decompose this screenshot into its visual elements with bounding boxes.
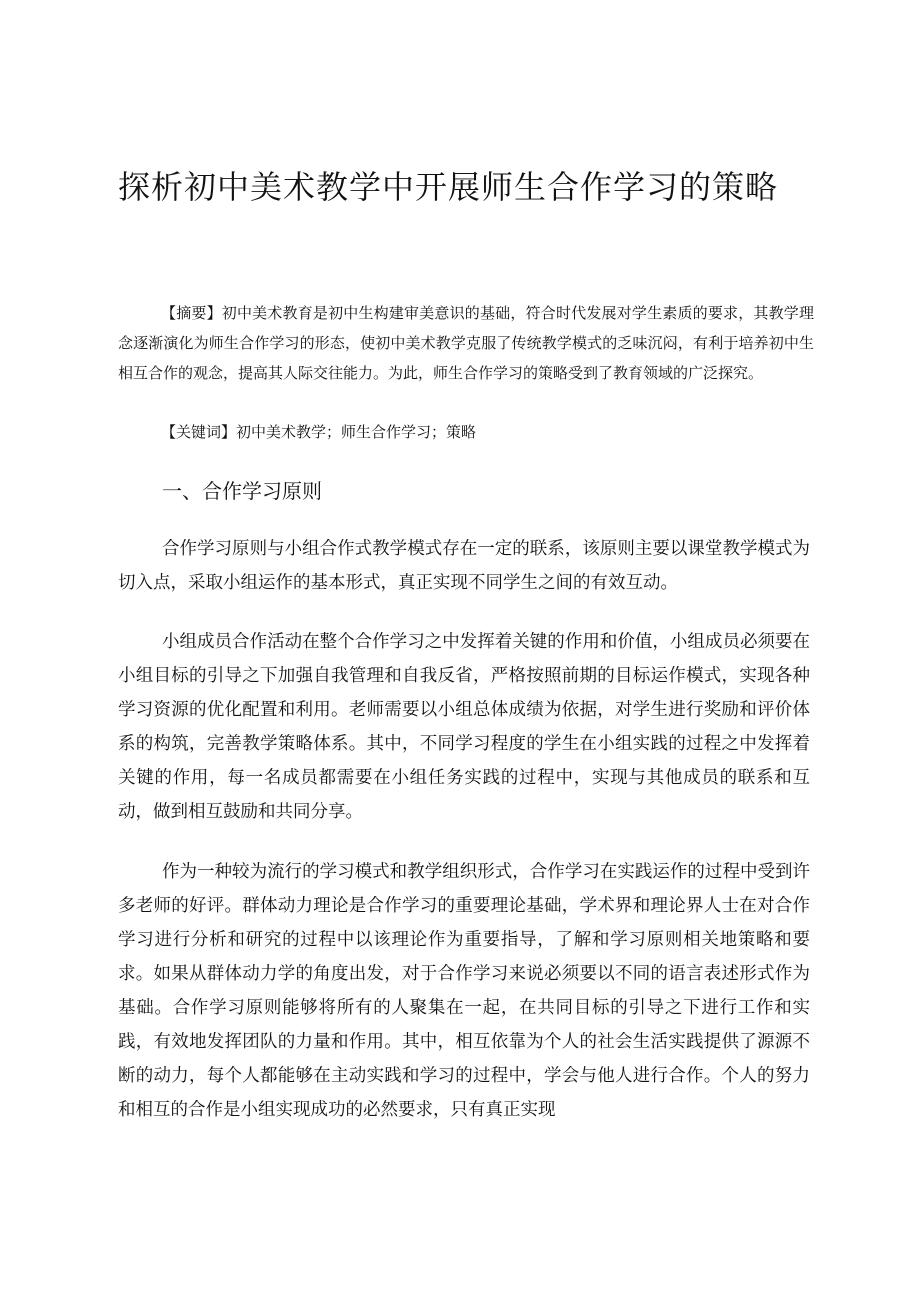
document-title: 探析初中美术教学中开展师生合作学习的策略	[118, 168, 779, 206]
body-paragraph: 作为一种较为流行的学习模式和教学组织形式，合作学习在实践运作的过程中受到许多老师的好评。群体动力理论是合作学习的重要理论基础，学术界和理论界人士在对合作学习进行分析和研究的过程中以该理论作为重要指导，了解和学习原则相关地策略和要求。如果从群体动力学的角度出发，对于合作学习来说必须要以不同的语言表述形式作为基础。合作学习原则能够将所有的人聚集在一起，在共同目标的引导之下进行工作和实践，有效地发挥团队的力量和作用。其中，相互依靠为个人的社会生活实践提供了源源不断的动力，每个人都能够在主动实践和学习的过程中，学会与他人进行合作。个人的努力和相互的合作是小组实现成功的必然要求，只有真正实现	[118, 862, 810, 1120]
abstract-paragraph: 【摘要】初中美术教育是初中生构建审美意识的基础，符合时代发展对学生素质的要求，其教学理念逐渐演化为师生合作学习的形态，使初中美术教学克服了传统教学模式的乏味沉闷，有利于培养初中生相互合作的观念，提高其人际交往能力。为此，师生合作学习的策略受到了教育领域的广泛探究。	[118, 304, 814, 382]
section-heading: 一、合作学习原则	[162, 479, 322, 503]
body-paragraph: 合作学习原则与小组合作式教学模式存在一定的联系，该原则主要以课堂教学模式为切入点，采取小组运作的基本形式，真正实现不同学生之间的有效互动。	[118, 539, 810, 593]
body-paragraph: 小组成员合作活动在整个合作学习之中发挥着关键的作用和价值，小组成员必须要在小组目标的引导之下加强自我管理和自我反省，严格按照前期的目标运作模式，实现各种学习资源的优化配置和利用。老师需要以小组总体成绩为依据，对学生进行奖励和评价体系的构筑，完善教学策略体系。其中，不同学习程度的学生在小组实践的过程之中发挥着关键的作用，每一名成员都需要在小组任务实践的过程中，实现与其他成员的联系和互动，做到相互鼓励和共同分享。	[118, 632, 810, 822]
keywords-line: 【关键词】初中美术教学；师生合作学习；策略	[161, 423, 477, 441]
